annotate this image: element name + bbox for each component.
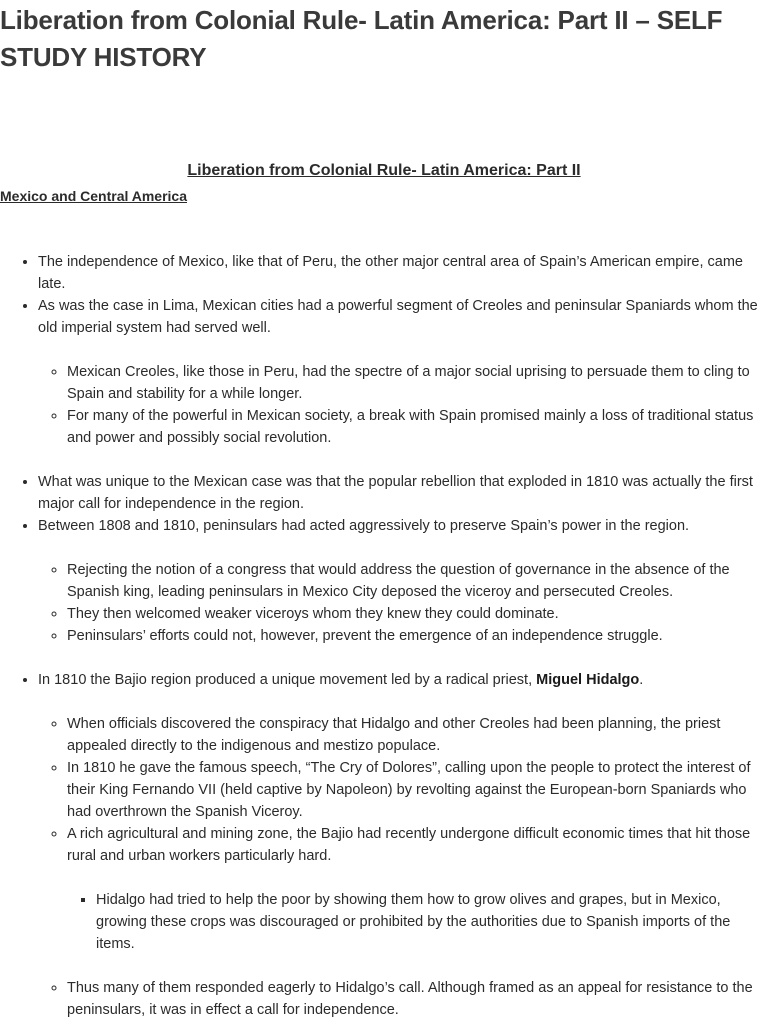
person-name: Miguel Hidalgo: [536, 672, 640, 688]
sub-list-item: ◦ Rejecting the notion of a congress that would address the question of governance in the absence of the Spanish king, leading peninsulars in Mexico City deposed the viceroy and persecuted Creoles.: [67, 559, 768, 603]
list-item: • The independence of Mexico, like that of Peru, the other major central area of Spain’s American empire, came late.: [38, 251, 768, 295]
bullet-list: [0, 251, 768, 339]
nested-list-wrapper: [0, 713, 768, 1021]
list-item-text-end: .: [639, 672, 644, 688]
sub-bullet-list: [38, 361, 768, 449]
nested-list-wrapper: [0, 559, 768, 647]
section-heading: Mexico and Central America: [0, 188, 187, 204]
list-gap: [0, 691, 768, 713]
bullet-list: [0, 471, 768, 537]
sub-list-item: ◦ Mexican Creoles, like those in Peru, had the spectre of a major social uprising to persuade them to cling to Spain and stability for a while longer.: [67, 361, 768, 405]
article-heading: Liberation from Colonial Rule- Latin America: Part II: [187, 162, 581, 179]
list-item: [38, 669, 768, 691]
nested-list-wrapper: [0, 361, 768, 449]
list-item: • What was unique to the Mexican case was that the popular rebellion that exploded in 1810 was actually the first major call for independence in the region.: [38, 471, 768, 515]
list-gap: [0, 339, 768, 361]
nested-list-container: [38, 559, 768, 647]
sub-list-item: ◦ For many of the powerful in Mexican society, a break with Spain promised mainly a loss of traditional status and power and possibly social revolution.: [67, 405, 768, 449]
list-gap: [0, 647, 768, 669]
sub-list-item: ◦ In 1810 he gave the famous speech, “The Cry of Dolores”, calling upon the people to protect the interest of their King Fernando VII (held captive by Napoleon) by revolting against the European-born Spaniards who had overthrown the Spanish Viceroy.: [67, 757, 768, 823]
sub-list-item: ◦ They then welcomed weaker viceroys whom they knew they could dominate.: [67, 603, 768, 625]
sub-sub-bullet-list: [67, 889, 768, 955]
section-gap: [0, 207, 768, 251]
list-gap: [38, 955, 768, 977]
sub-list-item: ◦ When officials discovered the conspiracy that Hidalgo and other Creoles had been planning, the priest appealed directly to the indigenous and mestizo populace.: [67, 713, 768, 757]
sub-sub-list-item: ▪ Hidalgo had tried to help the poor by showing them how to grow olives and grapes, but in Mexico, growing these crops was discouraged or prohibited by the authorities due to Spanish imports of the items.: [96, 889, 768, 955]
sub-list-item: ◦ Peninsulars’ efforts could not, however, prevent the emergence of an independence struggle.: [67, 625, 768, 647]
page-title: Liberation from Colonial Rule- Latin America: Part II – SELF STUDY HISTORY: [0, 5, 723, 72]
nested-list-container: [38, 361, 768, 449]
sub-bullet-list: [38, 977, 768, 1021]
sub-bullet-list: [38, 559, 768, 647]
sub-list-item: ◦ Thus many of them responded eagerly to Hidalgo’s call. Although framed as an appeal for resistance to the peninsulars, it was in effect a call for independence.: [67, 977, 768, 1021]
list-item: • Between 1808 and 1810, peninsulars had acted aggressively to preserve Spain’s power in the region.: [38, 515, 768, 537]
nested-list-container: [67, 889, 768, 955]
bullet-list: [0, 669, 768, 691]
list-gap: [0, 537, 768, 559]
nested-list-container: [38, 713, 768, 1021]
list-item-text: In 1810 the Bajio region produced a unique movement led by a radical priest,: [38, 672, 537, 688]
list-gap: [38, 867, 768, 889]
list-item: • As was the case in Lima, Mexican cities had a powerful segment of Creoles and peninsular Spaniards whom the old imperial system had served well.: [38, 295, 768, 339]
header-spacer: [0, 76, 768, 160]
sub-bullet-list: [38, 713, 768, 867]
sub-list-item: ◦ A rich agricultural and mining zone, the Bajio had recently undergone difficult economic times that hit those rural and urban workers particularly hard.: [67, 823, 768, 867]
nested-list-wrapper: [38, 889, 768, 955]
article-body: [0, 160, 768, 1021]
list-gap: [0, 449, 768, 471]
